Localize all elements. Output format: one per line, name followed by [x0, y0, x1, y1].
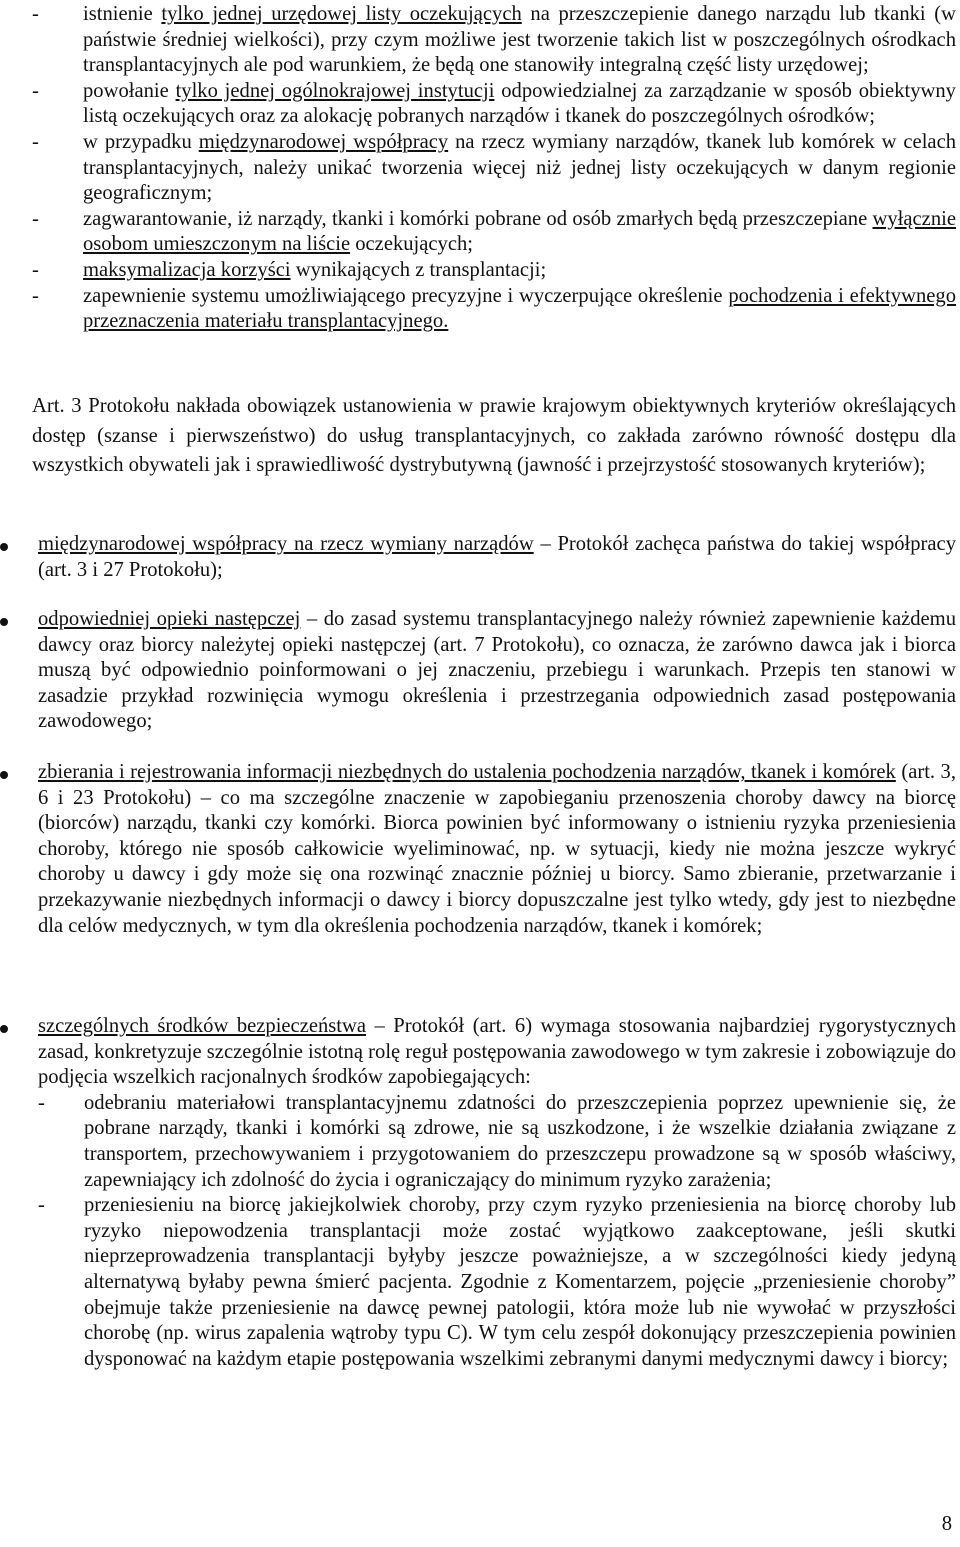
- list-item: - zagwarantowanie, iż narządy, tkanki i komórki pobrane od osób zmarłych będą przeszczepiane wyłącznie osobom umieszczonym na liście oczekujących;: [32, 207, 956, 256]
- safety-measures-list: [38, 1091, 956, 1373]
- bullet-icon: [0, 618, 8, 626]
- underlined-phrase: wyłącznie osobom umieszczonym na liście: [83, 207, 956, 256]
- list-item: - zapewnienie systemu umożliwiającego precyzyjne i wyczerpujące określenie pochodzenia i efektywnego przeznaczenia materiału transplantacyjnego.: [32, 284, 956, 333]
- underlined-phrase: odpowiedniej opieki następczej: [38, 608, 301, 630]
- list-item: - istnienie tylko jednej urzędowej listy oczekujących na przeszczepienie danego narządu lub tkanki (w państwie średniej wielkości), przy czym możliwe jest tworzenie takich list w poszczególnych ośrodkach transplantacyjnych ale pod warunkiem, że będą one stanowiły integralną część listy urzędowej;: [32, 3, 956, 77]
- list-dash: -: [32, 79, 39, 102]
- underlined-phrase: szczególnych środków bezpieczeństwa: [38, 1015, 367, 1037]
- bullet-item: odpowiedniej opieki następczej – do zasad systemu transplantacyjnego należy również zapewnienie każdemu dawcy oraz biorcy należytej opieki następczej (art. 7 Protokołu), co oznacza, że zarówno dawca jak i biorca muszą być odpowiednio poinformowani o jej znaczeniu, przebiegu i warunkach. Przepis ten stanowi w zasadzie przykład rozwinięcia wymogu określenia i przestrzegania odpowiednich zasad postępowania zawodowego;: [0, 607, 956, 735]
- underlined-phrase: pochodzenia i efektywnego przeznaczenia materiału transplantacyjnego.: [83, 284, 956, 333]
- article-text: Art. 3 Protokołu nakłada obowiązek ustanowienia w prawie krajowym obiektywnych kryteriów określających dostęp (szanse i pierwszeństwo) do usług transplantacyjnych, co zakłada zarówno równość dostępu dla wszystkich obywateli jak i sprawiedliwość dystrybutywną (jawność i przejrzystość stosowanych kryteriów);: [32, 395, 956, 476]
- underlined-phrase: tylko jednej urzędowej listy oczekujących: [161, 3, 522, 25]
- list-dash: -: [38, 1194, 45, 1217]
- bullet-icon: [0, 543, 8, 551]
- bullet-item: szczególnych środków bezpieczeństwa – Protokół (art. 6) wymaga stosowania najbardziej rygorystycznych zasad, konkretyzuje szczególnie istotną rolę reguł postępowania zawodowego w tym zakresie i zobowiązuje do podjęcia wszelkich racjonalnych środków zapobiegających: - odebraniu materiałowi transplantacyjnemu zdatności do przeszczepienia poprzez upewnienie się, że pobrane narządy, tkanki i komórki są zdrowe, nie są uszkodzone, i że wszelkie działania związane z transportem, przechowywaniem i przygotowaniem do przeszczepu prowadzone są w sposób właściwy, zapewniający ich zdolność do życia i ograniczający do minimum ryzyko zarażenia; - przeniesieniu na biorcę jakiejkolwiek choroby, przy czym ryzyko przeniesienia na biorcę choroby lub ryzyko niepowodzenia transplantacji może zostać wyjątkowo zaakceptowane, jeśli skutki nieprzeprowadzenia transplantacji byłyby jeszcze poważniejsze, a w szczególności kiedy jedyną alternatywą byłaby pewna śmierć pacjenta. Zgodnie z Komentarzem, pojęcie „przeniesienie choroby” obejmuje także przeniesienie na dawcę pewnej patologii, która może lub nie wywołać w przyszłości chorobę (np. wirus zapalenia wątroby typu C). W tym celu zespół dokonujący przeszczepienia powinien dysponować na każdym etapie postępowania wszelkimi zebranymi danymi medycznymi dawcy i biorcy;: [0, 1014, 956, 1372]
- list-dash: -: [38, 1091, 45, 1114]
- list-dash: -: [32, 258, 39, 281]
- bullet-item: międzynarodowej współpracy na rzecz wymiany narządów – Protokół zachęca państwa do takiej współpracy (art. 3 i 27 Protokołu);: [0, 532, 956, 583]
- list-item: - powołanie tylko jednej ogólnokrajowej instytucji odpowiedzialnej za zarządzanie w sposób obiektywny listą oczekujących oraz za alokację pobranych narządów i tkanek do poszczególnych ośrodków;: [32, 79, 956, 128]
- list-item: - przeniesieniu na biorcę jakiejkolwiek choroby, przy czym ryzyko przeniesienia na biorcę choroby lub ryzyko niepowodzenia transplantacji może zostać wyjątkowo zaakceptowane, jeśli skutki nieprzeprowadzenia transplantacji byłyby jeszcze poważniejsze, a w szczególności kiedy jedyną alternatywą byłaby pewna śmierć pacjenta. Zgodnie z Komentarzem, pojęcie „przeniesienie choroby” obejmuje także przeniesienie na dawcę pewnej patologii, która może lub nie wywołać w przyszłości chorobę (np. wirus zapalenia wątroby typu C). W tym celu zespół dokonujący przeszczepienia powinien dysponować na każdym etapie postępowania wszelkimi zebranymi danymi medycznymi dawcy i biorcy;: [38, 1194, 956, 1370]
- page-number: 8: [941, 1513, 952, 1535]
- list-dash: -: [32, 3, 39, 25]
- bullet-icon: [0, 1025, 8, 1033]
- list-item: - w przypadku międzynarodowej współpracy na rzecz wymiany narządów, tkanek lub komórek w celach transplantacyjnych, należy unikać tworzenia więcej niż jednej listy oczekujących w danym regionie geograficznym;: [32, 130, 957, 205]
- underlined-phrase: maksymalizacja korzyści: [83, 258, 291, 281]
- underlined-phrase: międzynarodowej współpracy na rzecz wymiany narządów: [38, 533, 534, 555]
- list-dash: -: [32, 130, 39, 153]
- list-dash: -: [32, 207, 39, 230]
- requirements-list: [32, 2, 956, 335]
- list-item: - maksymalizacja korzyści wynikających z transplantacji;: [32, 258, 956, 284]
- bullet-icon: [0, 771, 8, 779]
- bullet-item: zbierania i rejestrowania informacji niezbędnych do ustalenia pochodzenia narządów, tkanek i komórek (art. 3, 6 i 23 Protokołu) – co ma szczególne znaczenie w zapobieganiu przenoszenia choroby dawcy na biorcę (biorców) narządu, tkanki czy komórki. Biorca powinien być informowany o istnieniu ryzyka przeniesienia choroby, którego nie sposób całkowicie wyeliminować, np. w sytuacji, kiedy nie można jeszcze wykryć choroby u dawcy i gdy może się ona rozwinąć znacznie później u biorcy. Samo zbieranie, przetwarzanie i przekazywanie niezbędnych informacji o dawcy i biorcy dopuszczalne jest tylko wtedy, gdy jest to niezbędne dla celów medycznych, w tym dla określenia pochodzenia narządów, tkanek i komórek;: [0, 760, 956, 939]
- underlined-phrase: tylko jednej ogólnokrajowej instytucji: [175, 79, 495, 102]
- article-paragraph: [32, 392, 956, 481]
- underlined-phrase: zbierania i rejestrowania informacji niezbędnych do ustalenia pochodzenia narządów, tkanek i komórek: [38, 761, 896, 783]
- underlined-phrase: międzynarodowej współpracy: [198, 130, 449, 153]
- list-dash: -: [32, 284, 39, 307]
- list-item: - odebraniu materiałowi transplantacyjnemu zdatności do przeszczepienia poprzez upewnienie się, że pobrane narządy, tkanki i komórki są zdrowe, nie są uszkodzone, i że wszelkie działania związane z transportem, przechowywaniem i przygotowaniem do przeszczepu prowadzone są w sposób właściwy, zapewniający ich zdolność do życia i ograniczający do minimum ryzyko zarażenia;: [38, 1091, 956, 1191]
